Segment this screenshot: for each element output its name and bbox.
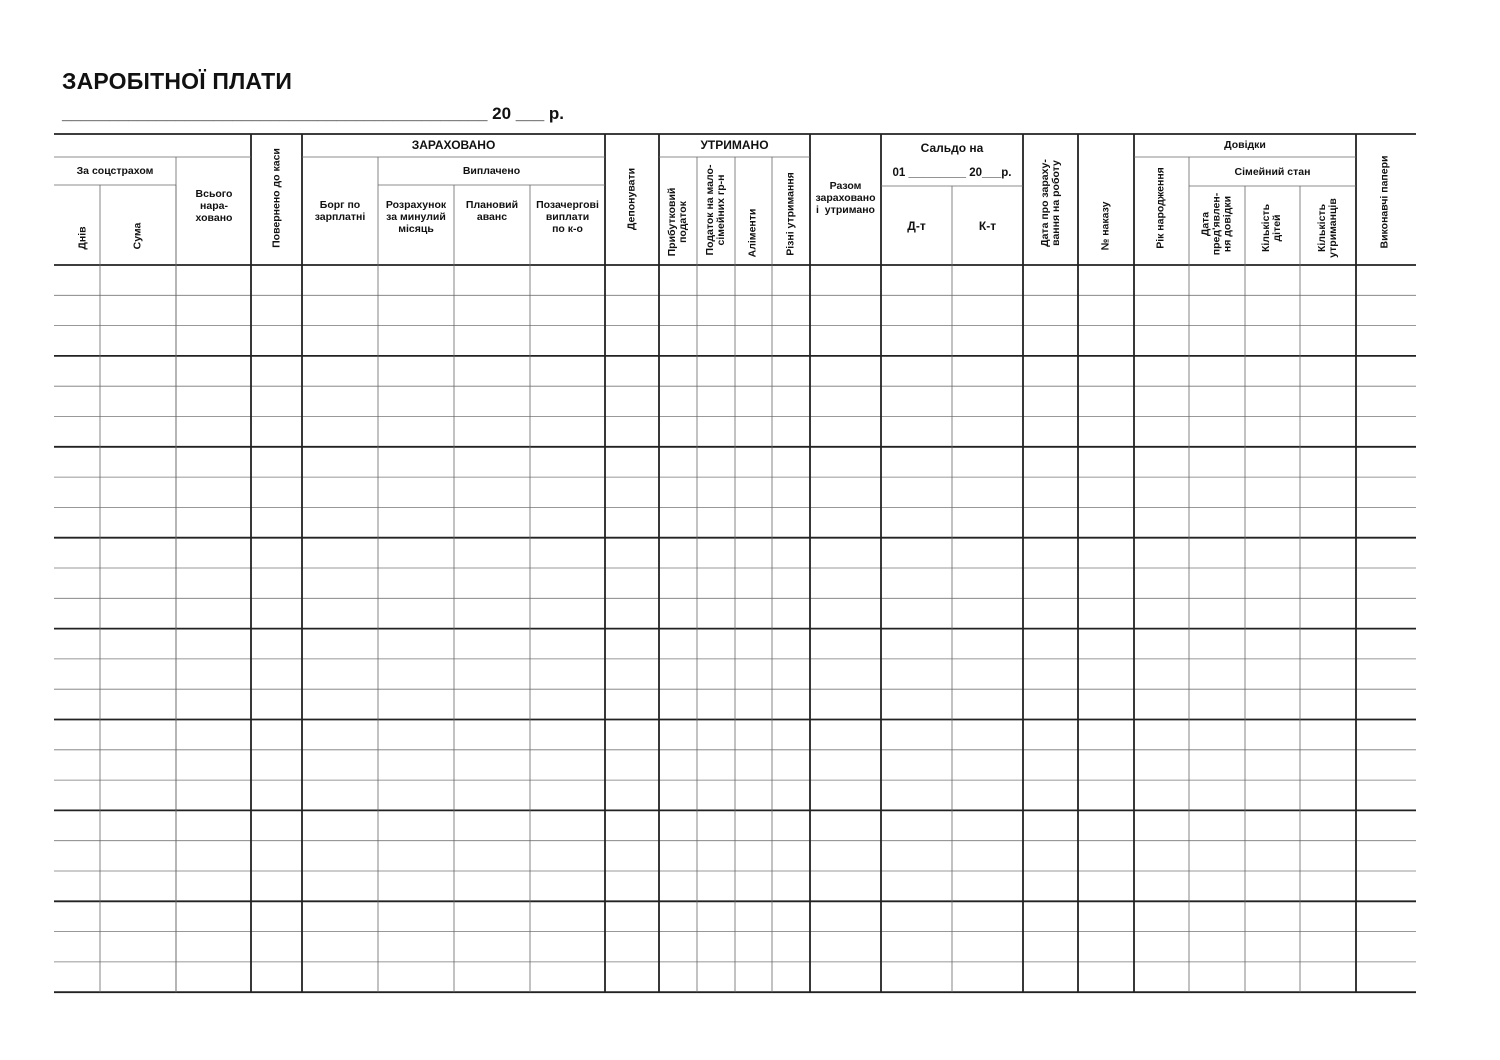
header-nakaz: № наказу <box>1099 201 1112 251</box>
header-saldo-na: Сальдо на <box>920 141 984 155</box>
header-kilkist-utrymantsiv: Кількість утриманців <box>1316 198 1339 258</box>
header-suma: Сума <box>131 222 144 250</box>
header-dovidky: Довідки <box>1224 139 1266 151</box>
header-rozrakhunok: Розрахунок за минулий місяць <box>385 199 447 235</box>
header-simeinyi-stan: Сімейний стан <box>1234 166 1311 178</box>
header-data-zarakh: Дата про зараху- вання на роботу <box>1039 159 1062 247</box>
header-borh: Борг по зарплатні <box>314 199 366 223</box>
header-podatok-malo: Податок на мало- сімейних гр-н <box>704 164 727 256</box>
header-rizni: Різні утримання <box>784 172 797 256</box>
header-debit: Д-т <box>907 219 926 233</box>
header-zarakhovano: ЗАРАХОВАНО <box>411 138 496 152</box>
header-prybutkovyi: Прибутковий податок <box>666 187 689 257</box>
header-planovyi-avans: Плановий аванс <box>465 199 519 223</box>
header-povernenno-do-kasy: Повернено до каси <box>270 148 283 248</box>
header-vykonavchi: Виконавчі папери <box>1378 155 1391 249</box>
form-title: ЗАРОБІТНОЇ ПЛАТИ <box>62 68 293 94</box>
header-deponuvaty: Депонувати <box>625 167 638 231</box>
header-utrymano: УТРИМАНО <box>700 138 769 152</box>
header-za-sotsstrakhom: За соцстрахом <box>76 165 154 177</box>
header-razom: Разом зараховано і утримано <box>815 180 876 216</box>
header-vyplacheno: Виплачено <box>462 165 521 177</box>
header-rik-narodzhennia: Рік народження <box>1154 167 1167 249</box>
header-kilkist-ditei: Кількість дітей <box>1260 203 1283 253</box>
header-dniv: Днів <box>76 226 89 250</box>
header-credit: К-т <box>978 219 997 233</box>
header-pozacherhovi: Позачергові виплати по к-о <box>536 199 599 235</box>
header-vsoho-narakhovano: Всього нара- ховано <box>195 188 233 224</box>
period-line[interactable]: _____________________________________________ 20 ___ р. <box>62 104 565 123</box>
header-data-dovidky: Дата пред'явлен- ня довідки <box>1199 192 1234 256</box>
header-saldo-date[interactable]: 01 _________ 20___р. <box>892 167 1012 179</box>
header-alimenty: Аліменти <box>746 208 759 258</box>
